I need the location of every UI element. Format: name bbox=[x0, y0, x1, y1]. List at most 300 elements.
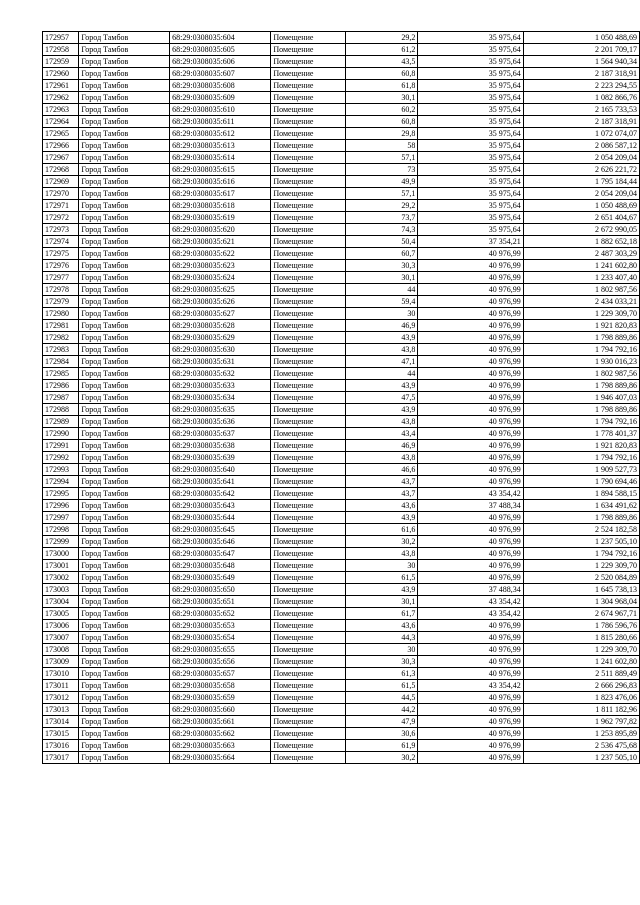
city-cell: Город Тамбов bbox=[79, 584, 170, 596]
table-row bbox=[43, 260, 640, 272]
cadastral-value-cell: 2 524 182,58 bbox=[523, 524, 639, 536]
row-number-cell: 172980 bbox=[43, 308, 79, 320]
cadastral-value-cell: 1 778 401,37 bbox=[523, 428, 639, 440]
table-body bbox=[43, 32, 640, 764]
area-cell: 61,7 bbox=[345, 608, 418, 620]
unit-rate-cell: 40 976,99 bbox=[418, 752, 523, 764]
table-row bbox=[43, 200, 640, 212]
table-row bbox=[43, 152, 640, 164]
cadastral-value-cell: 1 253 895,89 bbox=[523, 728, 639, 740]
row-number-cell: 172986 bbox=[43, 380, 79, 392]
unit-rate-cell: 43 354,42 bbox=[418, 680, 523, 692]
cadastral-number-cell: 68:29:0308035:623 bbox=[170, 260, 271, 272]
unit-rate-cell: 40 976,99 bbox=[418, 524, 523, 536]
area-cell: 44,5 bbox=[345, 692, 418, 704]
unit-rate-cell: 35 975,64 bbox=[418, 44, 523, 56]
cadastral-value-cell: 1 962 797,82 bbox=[523, 716, 639, 728]
city-cell: Город Тамбов bbox=[79, 224, 170, 236]
row-number-cell: 173000 bbox=[43, 548, 79, 560]
unit-rate-cell: 40 976,99 bbox=[418, 464, 523, 476]
unit-rate-cell: 40 976,99 bbox=[418, 632, 523, 644]
city-cell: Город Тамбов bbox=[79, 608, 170, 620]
cadastral-number-cell: 68:29:0308035:612 bbox=[170, 128, 271, 140]
unit-rate-cell: 40 976,99 bbox=[418, 716, 523, 728]
object-type-cell: Помещение bbox=[271, 428, 346, 440]
area-cell: 44,3 bbox=[345, 632, 418, 644]
unit-rate-cell: 40 976,99 bbox=[418, 284, 523, 296]
city-cell: Город Тамбов bbox=[79, 596, 170, 608]
cadastral-number-cell: 68:29:0308035:643 bbox=[170, 500, 271, 512]
cadastral-number-cell: 68:29:0308035:626 bbox=[170, 296, 271, 308]
cadastral-value-cell: 2 187 318,91 bbox=[523, 68, 639, 80]
table-row bbox=[43, 476, 640, 488]
row-number-cell: 172975 bbox=[43, 248, 79, 260]
table-row bbox=[43, 728, 640, 740]
object-type-cell: Помещение bbox=[271, 512, 346, 524]
area-cell: 44 bbox=[345, 284, 418, 296]
area-cell: 57,1 bbox=[345, 152, 418, 164]
cadastral-value-cell: 1 802 987,56 bbox=[523, 284, 639, 296]
cadastral-value-cell: 1 229 309,70 bbox=[523, 644, 639, 656]
table-row bbox=[43, 596, 640, 608]
unit-rate-cell: 40 976,99 bbox=[418, 320, 523, 332]
unit-rate-cell: 35 975,64 bbox=[418, 116, 523, 128]
cadastral-value-cell: 2 487 303,29 bbox=[523, 248, 639, 260]
unit-rate-cell: 40 976,99 bbox=[418, 620, 523, 632]
row-number-cell: 173002 bbox=[43, 572, 79, 584]
cadastral-value-cell: 1 304 968,04 bbox=[523, 596, 639, 608]
cadastral-value-cell: 1 645 738,13 bbox=[523, 584, 639, 596]
object-type-cell: Помещение bbox=[271, 548, 346, 560]
city-cell: Город Тамбов bbox=[79, 656, 170, 668]
table-row bbox=[43, 44, 640, 56]
unit-rate-cell: 40 976,99 bbox=[418, 512, 523, 524]
table-row bbox=[43, 320, 640, 332]
city-cell: Город Тамбов bbox=[79, 716, 170, 728]
object-type-cell: Помещение bbox=[271, 116, 346, 128]
cadastral-number-cell: 68:29:0308035:635 bbox=[170, 404, 271, 416]
area-cell: 73 bbox=[345, 164, 418, 176]
city-cell: Город Тамбов bbox=[79, 416, 170, 428]
cadastral-number-cell: 68:29:0308035:653 bbox=[170, 620, 271, 632]
table-row bbox=[43, 212, 640, 224]
area-cell: 49,9 bbox=[345, 176, 418, 188]
unit-rate-cell: 40 976,99 bbox=[418, 248, 523, 260]
area-cell: 30,3 bbox=[345, 260, 418, 272]
cadastral-value-cell: 2 651 404,67 bbox=[523, 212, 639, 224]
row-number-cell: 172967 bbox=[43, 152, 79, 164]
table-row bbox=[43, 104, 640, 116]
row-number-cell: 172968 bbox=[43, 164, 79, 176]
row-number-cell: 172973 bbox=[43, 224, 79, 236]
cadastral-number-cell: 68:29:0308035:654 bbox=[170, 632, 271, 644]
city-cell: Город Тамбов bbox=[79, 680, 170, 692]
cadastral-number-cell: 68:29:0308035:627 bbox=[170, 308, 271, 320]
cadastral-number-cell: 68:29:0308035:632 bbox=[170, 368, 271, 380]
cadastral-value-cell: 1 798 889,86 bbox=[523, 512, 639, 524]
table-row bbox=[43, 68, 640, 80]
row-number-cell: 172989 bbox=[43, 416, 79, 428]
unit-rate-cell: 40 976,99 bbox=[418, 656, 523, 668]
cadastral-number-cell: 68:29:0308035:650 bbox=[170, 584, 271, 596]
unit-rate-cell: 40 976,99 bbox=[418, 740, 523, 752]
area-cell: 60,8 bbox=[345, 68, 418, 80]
city-cell: Город Тамбов bbox=[79, 632, 170, 644]
area-cell: 29,2 bbox=[345, 200, 418, 212]
object-type-cell: Помещение bbox=[271, 284, 346, 296]
row-number-cell: 173017 bbox=[43, 752, 79, 764]
area-cell: 30,2 bbox=[345, 536, 418, 548]
cadastral-value-cell: 2 054 209,04 bbox=[523, 152, 639, 164]
row-number-cell: 172959 bbox=[43, 56, 79, 68]
table-row bbox=[43, 308, 640, 320]
city-cell: Город Тамбов bbox=[79, 668, 170, 680]
object-type-cell: Помещение bbox=[271, 692, 346, 704]
object-type-cell: Помещение bbox=[271, 608, 346, 620]
city-cell: Город Тамбов bbox=[79, 188, 170, 200]
row-number-cell: 172963 bbox=[43, 104, 79, 116]
area-cell: 61,5 bbox=[345, 680, 418, 692]
area-cell: 47,9 bbox=[345, 716, 418, 728]
unit-rate-cell: 40 976,99 bbox=[418, 476, 523, 488]
cadastral-value-cell: 2 520 084,89 bbox=[523, 572, 639, 584]
cadastral-value-cell: 1 786 596,76 bbox=[523, 620, 639, 632]
cadastral-value-cell: 1 882 652,18 bbox=[523, 236, 639, 248]
cadastral-number-cell: 68:29:0308035:604 bbox=[170, 32, 271, 44]
cadastral-value-cell: 1 794 792,16 bbox=[523, 344, 639, 356]
table-row bbox=[43, 380, 640, 392]
unit-rate-cell: 40 976,99 bbox=[418, 344, 523, 356]
object-type-cell: Помещение bbox=[271, 584, 346, 596]
cadastral-number-cell: 68:29:0308035:618 bbox=[170, 200, 271, 212]
cadastral-value-cell: 1 634 491,62 bbox=[523, 500, 639, 512]
unit-rate-cell: 35 975,64 bbox=[418, 152, 523, 164]
object-type-cell: Помещение bbox=[271, 104, 346, 116]
cadastral-number-cell: 68:29:0308035:615 bbox=[170, 164, 271, 176]
object-type-cell: Помещение bbox=[271, 260, 346, 272]
cadastral-value-cell: 1 233 407,40 bbox=[523, 272, 639, 284]
table-row bbox=[43, 464, 640, 476]
cadastral-value-cell: 1 241 602,80 bbox=[523, 260, 639, 272]
object-type-cell: Помещение bbox=[271, 464, 346, 476]
table-row bbox=[43, 608, 640, 620]
unit-rate-cell: 40 976,99 bbox=[418, 704, 523, 716]
city-cell: Город Тамбов bbox=[79, 692, 170, 704]
cadastral-number-cell: 68:29:0308035:609 bbox=[170, 92, 271, 104]
object-type-cell: Помещение bbox=[271, 164, 346, 176]
area-cell: 61,2 bbox=[345, 44, 418, 56]
object-type-cell: Помещение bbox=[271, 344, 346, 356]
object-type-cell: Помещение bbox=[271, 668, 346, 680]
area-cell: 43,5 bbox=[345, 56, 418, 68]
area-cell: 47,1 bbox=[345, 356, 418, 368]
area-cell: 50,4 bbox=[345, 236, 418, 248]
city-cell: Город Тамбов bbox=[79, 380, 170, 392]
table-row bbox=[43, 188, 640, 200]
area-cell: 74,3 bbox=[345, 224, 418, 236]
table-row bbox=[43, 620, 640, 632]
area-cell: 47,5 bbox=[345, 392, 418, 404]
unit-rate-cell: 40 976,99 bbox=[418, 356, 523, 368]
object-type-cell: Помещение bbox=[271, 56, 346, 68]
table-row bbox=[43, 740, 640, 752]
city-cell: Город Тамбов bbox=[79, 548, 170, 560]
table-row bbox=[43, 92, 640, 104]
city-cell: Город Тамбов bbox=[79, 236, 170, 248]
cadastral-value-cell: 2 223 294,55 bbox=[523, 80, 639, 92]
table-row bbox=[43, 404, 640, 416]
row-number-cell: 173012 bbox=[43, 692, 79, 704]
row-number-cell: 172999 bbox=[43, 536, 79, 548]
city-cell: Город Тамбов bbox=[79, 200, 170, 212]
unit-rate-cell: 40 976,99 bbox=[418, 368, 523, 380]
cadastral-number-cell: 68:29:0308035:664 bbox=[170, 752, 271, 764]
city-cell: Город Тамбов bbox=[79, 476, 170, 488]
area-cell: 30,3 bbox=[345, 656, 418, 668]
row-number-cell: 172998 bbox=[43, 524, 79, 536]
object-type-cell: Помещение bbox=[271, 728, 346, 740]
area-cell: 60,2 bbox=[345, 104, 418, 116]
city-cell: Город Тамбов bbox=[79, 644, 170, 656]
object-type-cell: Помещение bbox=[271, 524, 346, 536]
table-row bbox=[43, 536, 640, 548]
row-number-cell: 172997 bbox=[43, 512, 79, 524]
object-type-cell: Помещение bbox=[271, 632, 346, 644]
unit-rate-cell: 43 354,42 bbox=[418, 596, 523, 608]
table-row bbox=[43, 416, 640, 428]
unit-rate-cell: 43 354,42 bbox=[418, 488, 523, 500]
cadastral-value-cell: 1 798 889,86 bbox=[523, 332, 639, 344]
row-number-cell: 172982 bbox=[43, 332, 79, 344]
unit-rate-cell: 43 354,42 bbox=[418, 608, 523, 620]
cadastral-value-cell: 1 930 016,23 bbox=[523, 356, 639, 368]
city-cell: Город Тамбов bbox=[79, 368, 170, 380]
cadastral-number-cell: 68:29:0308035:613 bbox=[170, 140, 271, 152]
row-number-cell: 172960 bbox=[43, 68, 79, 80]
table-row bbox=[43, 692, 640, 704]
row-number-cell: 173015 bbox=[43, 728, 79, 740]
cadastral-number-cell: 68:29:0308035:660 bbox=[170, 704, 271, 716]
unit-rate-cell: 37 488,34 bbox=[418, 584, 523, 596]
row-number-cell: 172995 bbox=[43, 488, 79, 500]
area-cell: 30 bbox=[345, 308, 418, 320]
cadastral-value-cell: 1 823 476,06 bbox=[523, 692, 639, 704]
cadastral-value-cell: 2 511 889,49 bbox=[523, 668, 639, 680]
unit-rate-cell: 40 976,99 bbox=[418, 296, 523, 308]
cadastral-value-cell: 1 921 820,83 bbox=[523, 440, 639, 452]
city-cell: Город Тамбов bbox=[79, 92, 170, 104]
cadastral-number-cell: 68:29:0308035:658 bbox=[170, 680, 271, 692]
city-cell: Город Тамбов bbox=[79, 512, 170, 524]
area-cell: 43,8 bbox=[345, 416, 418, 428]
table-row bbox=[43, 632, 640, 644]
row-number-cell: 172990 bbox=[43, 428, 79, 440]
unit-rate-cell: 35 975,64 bbox=[418, 176, 523, 188]
cadastral-number-cell: 68:29:0308035:636 bbox=[170, 416, 271, 428]
cadastral-number-cell: 68:29:0308035:606 bbox=[170, 56, 271, 68]
cadastral-number-cell: 68:29:0308035:646 bbox=[170, 536, 271, 548]
city-cell: Город Тамбов bbox=[79, 428, 170, 440]
area-cell: 60,7 bbox=[345, 248, 418, 260]
area-cell: 30,1 bbox=[345, 92, 418, 104]
row-number-cell: 173005 bbox=[43, 608, 79, 620]
cadastral-value-cell: 1 798 889,86 bbox=[523, 380, 639, 392]
table-row bbox=[43, 176, 640, 188]
table-row bbox=[43, 356, 640, 368]
area-cell: 30,1 bbox=[345, 596, 418, 608]
cadastral-value-cell: 1 241 602,80 bbox=[523, 656, 639, 668]
row-number-cell: 173006 bbox=[43, 620, 79, 632]
table-row bbox=[43, 344, 640, 356]
cadastral-value-cell: 1 794 792,16 bbox=[523, 452, 639, 464]
area-cell: 29,8 bbox=[345, 128, 418, 140]
city-cell: Город Тамбов bbox=[79, 452, 170, 464]
cadastral-number-cell: 68:29:0308035:630 bbox=[170, 344, 271, 356]
row-number-cell: 172965 bbox=[43, 128, 79, 140]
cadastral-number-cell: 68:29:0308035:657 bbox=[170, 668, 271, 680]
object-type-cell: Помещение bbox=[271, 572, 346, 584]
cadastral-number-cell: 68:29:0308035:631 bbox=[170, 356, 271, 368]
row-number-cell: 172979 bbox=[43, 296, 79, 308]
area-cell: 57,1 bbox=[345, 188, 418, 200]
area-cell: 30 bbox=[345, 644, 418, 656]
city-cell: Город Тамбов bbox=[79, 68, 170, 80]
cadastral-number-cell: 68:29:0308035:607 bbox=[170, 68, 271, 80]
table-row bbox=[43, 56, 640, 68]
area-cell: 61,9 bbox=[345, 740, 418, 752]
city-cell: Город Тамбов bbox=[79, 524, 170, 536]
area-cell: 30,1 bbox=[345, 272, 418, 284]
city-cell: Город Тамбов bbox=[79, 140, 170, 152]
row-number-cell: 172996 bbox=[43, 500, 79, 512]
city-cell: Город Тамбов bbox=[79, 356, 170, 368]
cadastral-number-cell: 68:29:0308035:640 bbox=[170, 464, 271, 476]
table-row bbox=[43, 752, 640, 764]
row-number-cell: 172969 bbox=[43, 176, 79, 188]
area-cell: 43,7 bbox=[345, 476, 418, 488]
unit-rate-cell: 35 975,64 bbox=[418, 200, 523, 212]
unit-rate-cell: 40 976,99 bbox=[418, 416, 523, 428]
unit-rate-cell: 40 976,99 bbox=[418, 560, 523, 572]
city-cell: Город Тамбов bbox=[79, 128, 170, 140]
cadastral-value-cell: 2 434 033,21 bbox=[523, 296, 639, 308]
object-type-cell: Помещение bbox=[271, 200, 346, 212]
row-number-cell: 172981 bbox=[43, 320, 79, 332]
cadastral-value-cell: 1 946 407,03 bbox=[523, 392, 639, 404]
cadastral-value-cell: 1 237 505,10 bbox=[523, 752, 639, 764]
object-type-cell: Помещение bbox=[271, 140, 346, 152]
cadastral-value-cell: 2 536 475,68 bbox=[523, 740, 639, 752]
cadastral-number-cell: 68:29:0308035:649 bbox=[170, 572, 271, 584]
unit-rate-cell: 35 975,64 bbox=[418, 140, 523, 152]
cadastral-value-cell: 1 237 505,10 bbox=[523, 536, 639, 548]
city-cell: Город Тамбов bbox=[79, 308, 170, 320]
row-number-cell: 173010 bbox=[43, 668, 79, 680]
city-cell: Город Тамбов bbox=[79, 164, 170, 176]
unit-rate-cell: 35 975,64 bbox=[418, 212, 523, 224]
cadastral-value-cell: 1 921 820,83 bbox=[523, 320, 639, 332]
object-type-cell: Помещение bbox=[271, 752, 346, 764]
city-cell: Город Тамбов bbox=[79, 500, 170, 512]
row-number-cell: 172974 bbox=[43, 236, 79, 248]
object-type-cell: Помещение bbox=[271, 452, 346, 464]
area-cell: 29,2 bbox=[345, 32, 418, 44]
area-cell: 43,9 bbox=[345, 404, 418, 416]
city-cell: Город Тамбов bbox=[79, 56, 170, 68]
row-number-cell: 172957 bbox=[43, 32, 79, 44]
table-row bbox=[43, 32, 640, 44]
city-cell: Город Тамбов bbox=[79, 44, 170, 56]
cadastral-value-cell: 1 894 588,15 bbox=[523, 488, 639, 500]
object-type-cell: Помещение bbox=[271, 644, 346, 656]
area-cell: 43,9 bbox=[345, 332, 418, 344]
unit-rate-cell: 40 976,99 bbox=[418, 332, 523, 344]
row-number-cell: 172961 bbox=[43, 80, 79, 92]
object-type-cell: Помещение bbox=[271, 308, 346, 320]
unit-rate-cell: 40 976,99 bbox=[418, 404, 523, 416]
city-cell: Город Тамбов bbox=[79, 620, 170, 632]
cadastral-value-cell: 1 794 792,16 bbox=[523, 416, 639, 428]
cadastral-number-cell: 68:29:0308035:661 bbox=[170, 716, 271, 728]
cadastral-number-cell: 68:29:0308035:617 bbox=[170, 188, 271, 200]
cadastral-number-cell: 68:29:0308035:639 bbox=[170, 452, 271, 464]
cadastral-number-cell: 68:29:0308035:663 bbox=[170, 740, 271, 752]
cadastral-number-cell: 68:29:0308035:625 bbox=[170, 284, 271, 296]
row-number-cell: 173011 bbox=[43, 680, 79, 692]
cadastral-number-cell: 68:29:0308035:614 bbox=[170, 152, 271, 164]
object-type-cell: Помещение bbox=[271, 656, 346, 668]
object-type-cell: Помещение bbox=[271, 176, 346, 188]
cadastral-value-cell: 1 811 182,96 bbox=[523, 704, 639, 716]
table-row bbox=[43, 392, 640, 404]
cadastral-value-cell: 1 229 309,70 bbox=[523, 308, 639, 320]
cadastral-value-cell: 1 802 987,56 bbox=[523, 368, 639, 380]
table-row bbox=[43, 512, 640, 524]
row-number-cell: 172964 bbox=[43, 116, 79, 128]
cadastral-value-cell: 2 165 733,53 bbox=[523, 104, 639, 116]
unit-rate-cell: 35 975,64 bbox=[418, 128, 523, 140]
city-cell: Город Тамбов bbox=[79, 116, 170, 128]
city-cell: Город Тамбов bbox=[79, 104, 170, 116]
row-number-cell: 172962 bbox=[43, 92, 79, 104]
city-cell: Город Тамбов bbox=[79, 404, 170, 416]
row-number-cell: 172985 bbox=[43, 368, 79, 380]
object-type-cell: Помещение bbox=[271, 92, 346, 104]
row-number-cell: 173014 bbox=[43, 716, 79, 728]
cadastral-number-cell: 68:29:0308035:641 bbox=[170, 476, 271, 488]
cadastral-value-cell: 1 082 866,76 bbox=[523, 92, 639, 104]
cadastral-number-cell: 68:29:0308035:616 bbox=[170, 176, 271, 188]
row-number-cell: 172971 bbox=[43, 200, 79, 212]
unit-rate-cell: 35 975,64 bbox=[418, 32, 523, 44]
area-cell: 43,6 bbox=[345, 620, 418, 632]
table-row bbox=[43, 80, 640, 92]
area-cell: 30 bbox=[345, 560, 418, 572]
unit-rate-cell: 40 976,99 bbox=[418, 380, 523, 392]
object-type-cell: Помещение bbox=[271, 416, 346, 428]
table-row bbox=[43, 452, 640, 464]
table-row bbox=[43, 440, 640, 452]
table-row bbox=[43, 704, 640, 716]
unit-rate-cell: 40 976,99 bbox=[418, 548, 523, 560]
table-row bbox=[43, 680, 640, 692]
row-number-cell: 172994 bbox=[43, 476, 79, 488]
object-type-cell: Помещение bbox=[271, 620, 346, 632]
area-cell: 30,2 bbox=[345, 752, 418, 764]
object-type-cell: Помещение bbox=[271, 236, 346, 248]
cadastral-number-cell: 68:29:0308035:645 bbox=[170, 524, 271, 536]
area-cell: 43,8 bbox=[345, 344, 418, 356]
